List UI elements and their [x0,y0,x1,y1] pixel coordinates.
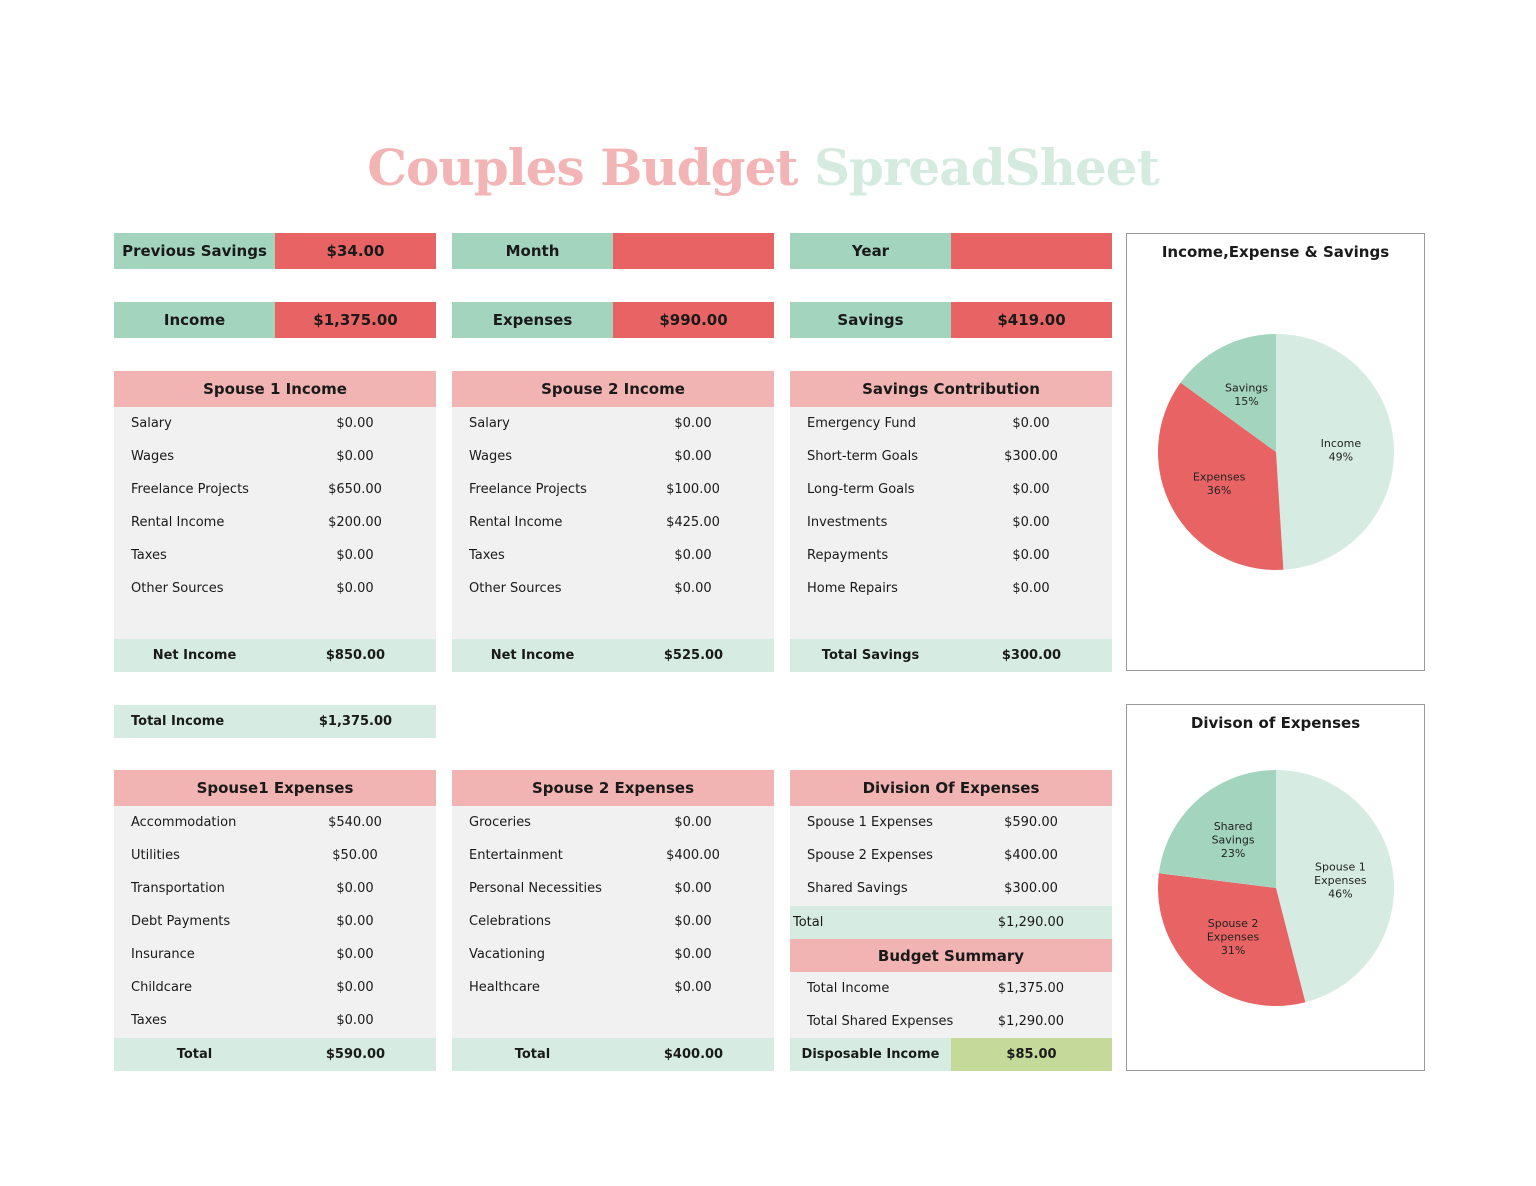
table-row [114,971,436,1004]
row-value[interactable]: $650.00 [328,482,382,497]
row-value[interactable]: $50.00 [332,848,378,863]
table-row [452,506,774,539]
row-value[interactable]: $0.00 [336,1013,374,1028]
panel-header: Savings Contribution [790,371,1112,407]
footer-value: $850.00 [325,648,386,663]
row-value: $1,290.00 [997,915,1065,930]
table-row [790,572,1112,605]
row-label: Rental Income [469,515,563,530]
table-footer [114,1038,436,1071]
row-label: Groceries [469,815,531,830]
row-value[interactable]: $0.00 [674,449,712,464]
row-label: Spouse 2 Expenses [807,848,933,863]
table-row [790,839,1112,872]
table-row [114,872,436,905]
row-label: Other Sources [469,581,562,596]
row-label: Long-term Goals [807,482,915,497]
table-footer [452,639,774,672]
row-value[interactable]: $0.00 [1012,416,1050,431]
month-value[interactable] [613,233,774,269]
footer-value: $85.00 [951,1038,1112,1071]
spouse2-expenses-panel [452,770,774,1071]
budget-summary-header: Budget Summary [790,939,1112,972]
row-label: Freelance Projects [469,482,587,497]
row-label: Salary [469,416,510,431]
table-row [790,872,1112,905]
chart-title: Divison of Expenses [1190,714,1361,732]
pie-label: Spouse 2 Expenses 31% [1206,917,1260,958]
row-label: Taxes [131,1013,167,1028]
row-value[interactable]: $100.00 [666,482,720,497]
row-label: Total [793,915,824,930]
row-label: Taxes [469,548,505,563]
row-label: Emergency Fund [807,416,916,431]
row-value[interactable]: $0.00 [674,980,712,995]
footer-label: Disposable Income [790,1038,951,1071]
chart-title: Income,Expense & Savings [1161,243,1390,261]
row-value[interactable]: $0.00 [336,980,374,995]
table-row [114,938,436,971]
row-value[interactable]: $0.00 [336,881,374,896]
footer-label: Net Income [152,648,237,663]
title-part-1: Couples Budget [367,138,798,197]
row-value[interactable]: $540.00 [328,815,382,830]
row-value[interactable]: $200.00 [328,515,382,530]
division-total-row [790,906,1112,939]
year-label: Year [790,233,951,269]
row-label: Total Shared Expenses [807,1014,954,1029]
table-row [452,407,774,440]
row-value[interactable]: $0.00 [1012,581,1050,596]
row-label: Debt Payments [131,914,231,929]
page-title [0,138,1526,197]
panel-header: Division Of Expenses [790,770,1112,806]
panel-header: Spouse 1 Income [114,371,436,407]
row-value: $300.00 [1004,881,1058,896]
row-label: Short-term Goals [807,449,918,464]
row-label: Salary [131,416,172,431]
footer-label: Total [176,1047,213,1062]
panel-header: Spouse 2 Expenses [452,770,774,806]
row-label: Home Repairs [807,581,898,596]
pie-chart [1127,234,1424,670]
row-label: Investments [807,515,888,530]
row-label: Utilities [131,848,180,863]
row-value[interactable]: $0.00 [674,416,712,431]
year-value[interactable] [951,233,1112,269]
row-label: Healthcare [469,980,540,995]
row-value[interactable]: $0.00 [336,548,374,563]
row-label: Entertainment [469,848,563,863]
footer-value: $590.00 [325,1047,386,1062]
row-label: Insurance [131,947,195,962]
row-value[interactable]: $0.00 [674,914,712,929]
row-label: Shared Savings [807,881,908,896]
table-footer [452,1038,774,1071]
expenses-value[interactable]: $990.00 [613,302,774,338]
row-value[interactable]: $0.00 [674,581,712,596]
row-label: Rental Income [131,515,225,530]
row-value[interactable]: $300.00 [1004,449,1058,464]
division-of-expenses-panel [790,770,1112,1071]
footer-value: $400.00 [663,1047,724,1062]
table-row [452,440,774,473]
row-label: Childcare [131,980,192,995]
table-row [790,1005,1112,1038]
division-expenses-chart [1126,704,1425,1071]
footer-value: $525.00 [663,648,724,663]
table-row [452,806,774,839]
row-label: Freelance Projects [131,482,249,497]
row-value[interactable]: $0.00 [674,815,712,830]
row-value[interactable]: $0.00 [1012,515,1050,530]
spouse2-income-panel [452,371,774,672]
previous-savings-label: Previous Savings [114,233,275,269]
pie-label: Expenses 36% [1192,470,1246,498]
row-value[interactable]: $0.00 [336,947,374,962]
row-value[interactable]: $0.00 [1012,548,1050,563]
month-label: Month [452,233,613,269]
savings-contribution-panel [790,371,1112,672]
table-footer [790,639,1112,672]
row-value[interactable]: $0.00 [336,416,374,431]
row-label: Accommodation [131,815,237,830]
table-row [790,806,1112,839]
row-value[interactable]: $0.00 [674,881,712,896]
row-value: $590.00 [1004,815,1058,830]
table-row [790,972,1112,1005]
title-part-2: SpreadSheet [813,138,1159,197]
disposable-income-row [790,1038,1112,1071]
row-label: Wages [469,449,513,464]
footer-label: Total [514,1047,551,1062]
table-row [114,572,436,605]
table-row [114,839,436,872]
row-label: Celebrations [469,914,551,929]
total-income-row [114,705,436,738]
table-row [452,872,774,905]
row-value: $1,290.00 [997,1014,1065,1029]
table-footer [114,639,436,672]
savings-value[interactable]: $419.00 [951,302,1112,338]
pie-label: Savings 15% [1225,381,1269,408]
row-value[interactable]: $0.00 [336,914,374,929]
pie-chart [1127,705,1424,1070]
row-label: Transportation [131,881,225,896]
table-row [790,539,1112,572]
table-row [790,506,1112,539]
income-expense-savings-chart [1126,233,1425,671]
row-label: Total Income [807,981,890,996]
expenses-label: Expenses [452,302,613,338]
spouse1-expenses-panel [114,770,436,1071]
footer-label: Total Savings [821,648,920,663]
table-row [114,407,436,440]
income-label: Income [114,302,275,338]
table-row [452,938,774,971]
table-row [452,572,774,605]
panel-header: Spouse 2 Income [452,371,774,407]
income-value[interactable]: $1,375.00 [275,302,436,338]
table-row [790,440,1112,473]
row-label: Wages [131,449,175,464]
table-row [114,905,436,938]
table-row [114,806,436,839]
total-income-label: Total Income [131,714,225,729]
row-label: Spouse 1 Expenses [807,815,933,830]
row-value[interactable]: $0.00 [336,449,374,464]
pie-label: Spouse 1 Expenses 46% [1314,860,1367,901]
table-row [452,539,774,572]
row-label: Personal Necessities [469,881,602,896]
spouse1-income-panel [114,371,436,672]
table-row [452,473,774,506]
table-row [114,440,436,473]
panel-header: Spouse1 Expenses [114,770,436,806]
total-income-value: $1,375.00 [318,714,393,729]
row-value[interactable]: $0.00 [674,947,712,962]
row-value[interactable]: $0.00 [674,548,712,563]
pie-label: Shared Savings 23% [1211,819,1255,860]
row-label: Vacationing [469,947,545,962]
savings-label: Savings [790,302,951,338]
table-row [452,971,774,1004]
row-value[interactable]: $0.00 [336,581,374,596]
row-value[interactable]: $400.00 [666,848,720,863]
table-row [452,839,774,872]
row-value: $1,375.00 [997,981,1065,996]
table-row [790,473,1112,506]
row-label: Repayments [807,548,889,563]
row-label: Other Sources [131,581,224,596]
previous-savings-value[interactable]: $34.00 [275,233,436,269]
row-value: $400.00 [1004,848,1058,863]
table-row [114,506,436,539]
row-label: Taxes [131,548,167,563]
row-value[interactable]: $0.00 [1012,482,1050,497]
table-row [114,473,436,506]
footer-value: $300.00 [1001,648,1062,663]
footer-label: Net Income [490,648,575,663]
table-row [114,1004,436,1037]
table-row [114,539,436,572]
table-row [452,905,774,938]
pie-label: Income 49% [1320,437,1362,464]
row-value[interactable]: $425.00 [666,515,720,530]
table-row [790,407,1112,440]
